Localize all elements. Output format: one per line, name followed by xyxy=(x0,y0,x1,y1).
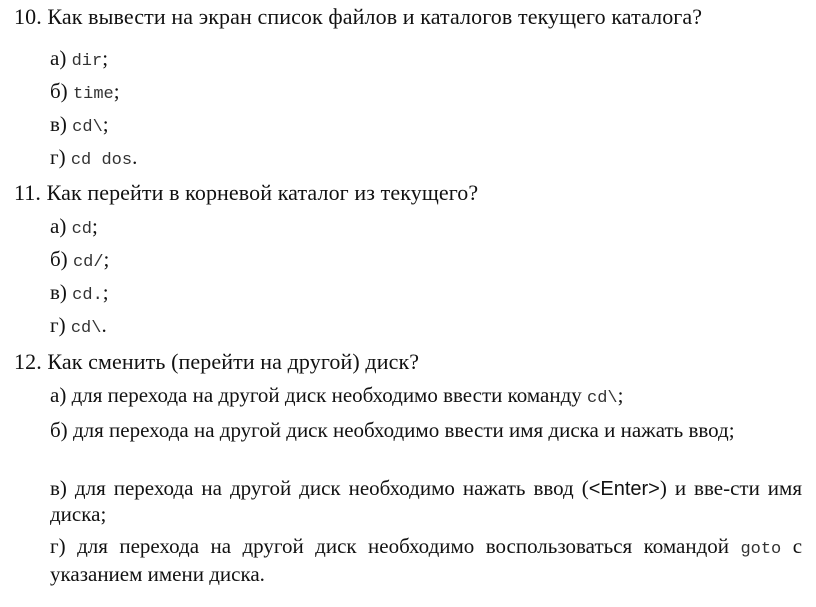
option-end: ; xyxy=(102,280,109,304)
answer-option xyxy=(50,79,802,107)
option-letter: а) xyxy=(50,214,67,238)
question-number: 11. xyxy=(14,180,41,205)
option-end: ; xyxy=(617,383,624,407)
option-text: ) и вве-сти имя диска; xyxy=(50,476,802,526)
option-letter: в) xyxy=(50,112,67,136)
option-letter: б) xyxy=(50,247,68,271)
option-end: ; xyxy=(91,214,98,238)
question-12 xyxy=(14,349,419,375)
enter-key-label: <Enter> xyxy=(588,478,660,500)
code-text: cd\ xyxy=(72,118,103,137)
answer-option xyxy=(50,280,802,308)
question-number: 12. xyxy=(14,349,42,374)
option-text: для перехода на другой диск необходимо ввести команду xyxy=(71,383,582,407)
answer-option xyxy=(50,418,802,443)
answer-option xyxy=(50,247,802,275)
answer-option xyxy=(50,534,802,587)
code-text: cd dos xyxy=(70,151,133,170)
option-letter: б) xyxy=(50,418,68,442)
code-text: dir xyxy=(71,52,103,71)
option-end: . xyxy=(132,145,138,169)
code-text: cd xyxy=(71,220,92,239)
code-text: cd\ xyxy=(587,389,618,408)
question-10 xyxy=(14,4,702,30)
option-letter: г) xyxy=(50,145,66,169)
code-text: cd. xyxy=(72,286,103,305)
question-number: 10. xyxy=(14,4,42,29)
option-text: с указанием имени диска. xyxy=(50,534,803,586)
question-text: Как сменить (перейти на другой) диск? xyxy=(47,349,420,374)
option-text: для перехода на другой диск необходимо воспользоваться командой xyxy=(77,534,729,558)
option-letter: б) xyxy=(50,79,68,103)
option-letter: г) xyxy=(50,313,66,337)
answer-option xyxy=(50,214,802,242)
option-letter: а) xyxy=(50,46,67,70)
option-text: для перехода на другой диск необходимо ввести имя диска и нажать ввод; xyxy=(72,418,735,442)
answer-option xyxy=(50,145,802,173)
option-end: . xyxy=(101,313,107,337)
option-text: для перехода на другой диск необходимо нажать ввод ( xyxy=(74,476,589,500)
option-end: ; xyxy=(113,79,120,103)
question-11 xyxy=(14,180,478,206)
option-letter: в) xyxy=(50,280,67,304)
answer-option xyxy=(50,46,802,74)
option-letter: а) xyxy=(50,383,67,407)
option-letter: в) xyxy=(50,476,67,500)
answer-option xyxy=(50,313,802,341)
code-text: goto xyxy=(740,540,782,559)
question-text: Как перейти в корневой каталог из текущего? xyxy=(46,180,479,205)
answer-option xyxy=(50,476,802,527)
option-end: ; xyxy=(103,247,110,271)
option-end: ; xyxy=(102,46,109,70)
answer-option xyxy=(50,112,802,140)
answer-option xyxy=(50,383,802,411)
option-letter: г) xyxy=(50,534,66,558)
code-text: cd\ xyxy=(70,319,102,338)
code-text: cd/ xyxy=(72,253,104,272)
question-text: Как вывести на экран список файлов и каталогов текущего каталога? xyxy=(47,4,703,29)
code-text: time xyxy=(72,85,114,104)
option-end: ; xyxy=(102,112,109,136)
